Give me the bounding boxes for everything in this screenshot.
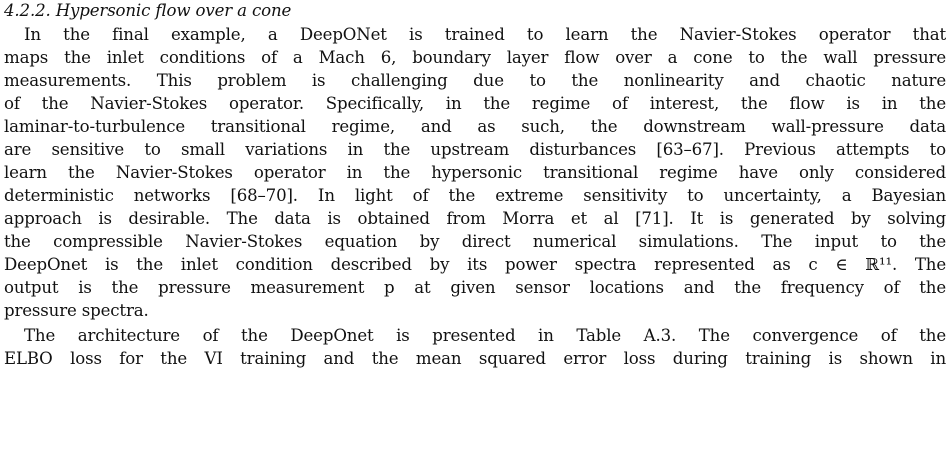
paragraph-1-line-5: laminar-to-turbulence transitional regime, and as such, the downstream wall-pressure data (4, 117, 946, 136)
paragraph-1-line-3: measurements. This problem is challenging due to the nonlinearity and chaotic nature (4, 71, 946, 90)
paragraph-1-line-7: learn the Navier-Stokes operator in the hypersonic transitional regime have only considered (4, 163, 946, 182)
paragraph-1-line-9: approach is desirable. The data is obtained from Morra et al [71]. It is generated by solving (4, 209, 946, 228)
paragraph-1-line-12: output is the pressure measurement p at given sensor locations and the frequency of the (4, 278, 946, 297)
paragraph-1-line-4: of the Navier-Stokes operator. Specifically, in the regime of interest, the flow is in the (4, 94, 946, 113)
section-heading: 4.2.2. Hypersonic flow over a cone (4, 1, 292, 20)
paragraph-1-line-11: DeepOnet is the inlet condition described by its power spectra represented as c ∈ ℝ¹¹. The (4, 255, 946, 274)
paragraph-1-line-10: the compressible Navier-Stokes equation by direct numerical simulations. The input to the (4, 232, 946, 251)
paragraph-1-line-2: maps the inlet conditions of a Mach 6, boundary layer flow over a cone to the wall pressure (4, 48, 946, 67)
paragraph-1-line-13: pressure spectra. (4, 301, 149, 320)
paragraph-1-line-8: deterministic networks [68–70]. In light of the extreme sensitivity to uncertainty, a Bayesian (4, 186, 946, 205)
paragraph-2-line-2: ELBO loss for the VI training and the mean squared error loss during training is shown in (4, 349, 946, 368)
paragraph-1-line-6: are sensitive to small variations in the upstream disturbances [63–67]. Previous attempts to (4, 140, 946, 159)
paragraph-2-line-1: The architecture of the DeepOnet is presented in Table A.3. The convergence of the (24, 326, 946, 345)
paragraph-1-line-1: In the final example, a DeepONet is trained to learn the Navier-Stokes operator that (24, 25, 946, 44)
